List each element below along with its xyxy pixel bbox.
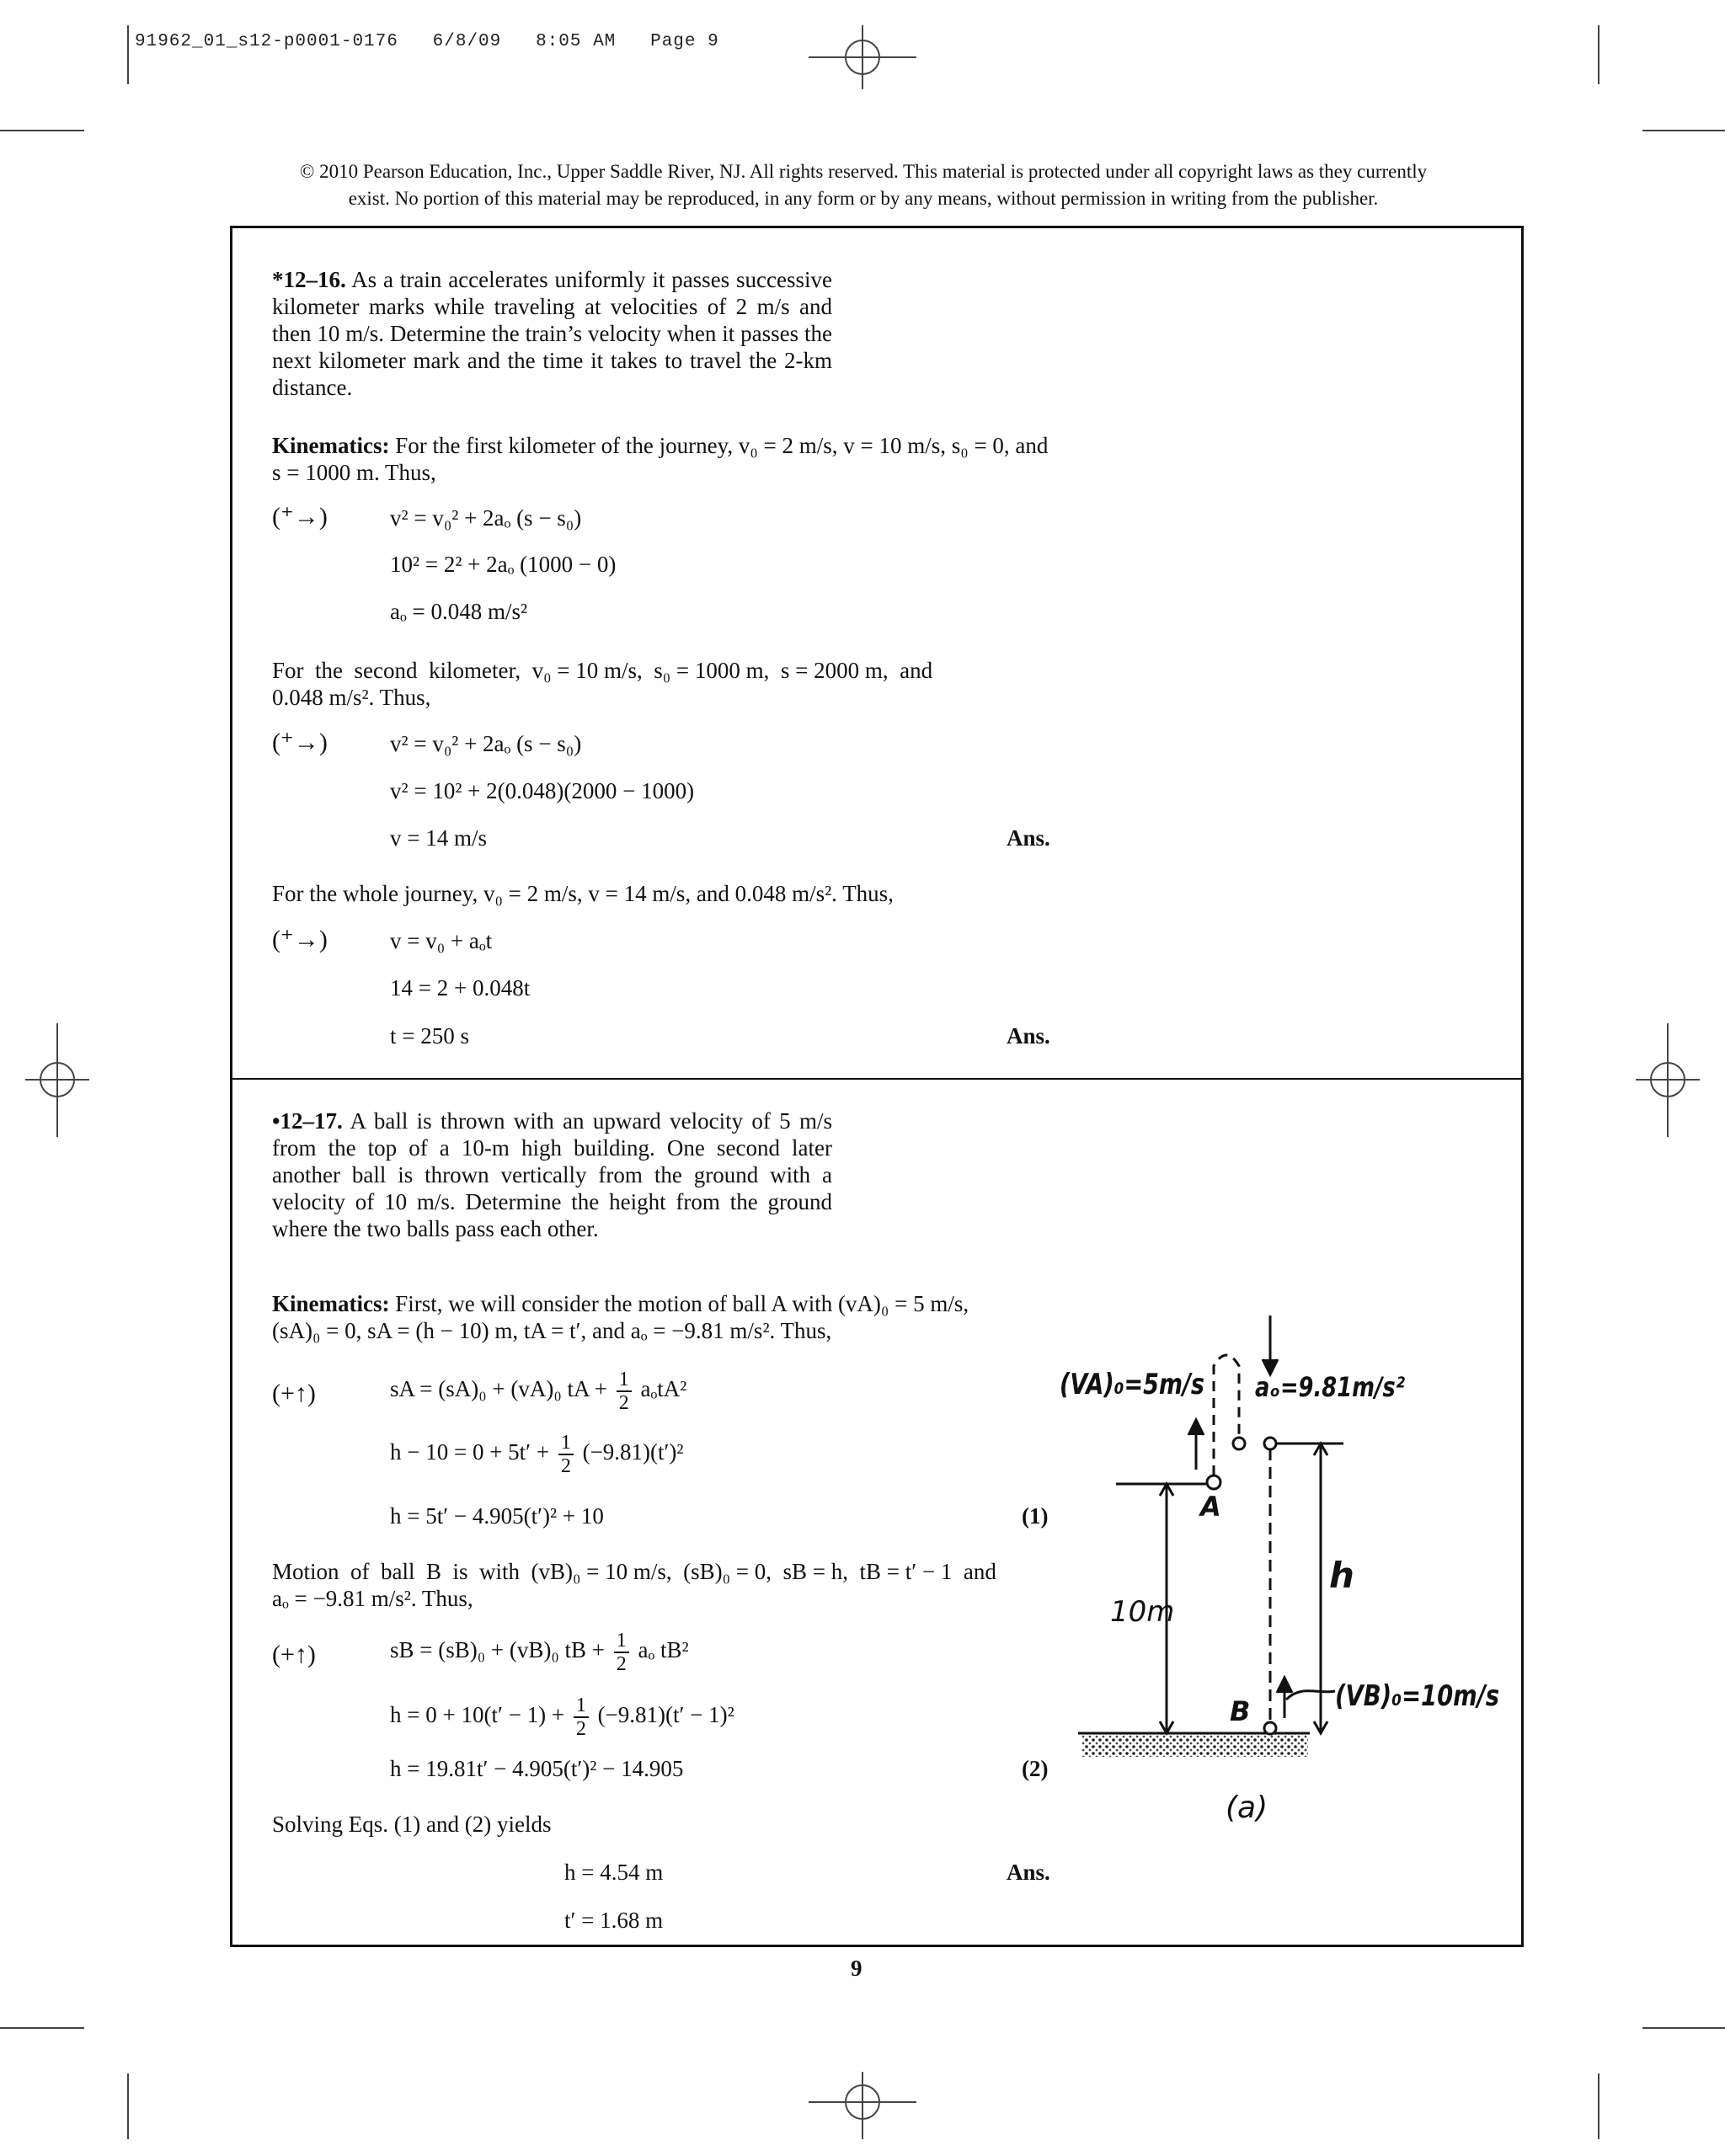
- equation-lhs: h = 0 + 10(t′ − 1) +: [390, 1702, 565, 1728]
- problem-number: •12–17.: [272, 1108, 343, 1134]
- kinematics-label: Kinematics:: [272, 1291, 390, 1316]
- label-va0: (VA)₀=5m/s: [1060, 1368, 1204, 1401]
- equation: v = v₀ + aₒt: [390, 928, 493, 953]
- problem-text: As a train accelerates uniformly it passes successive kilometer marks while traveling at velocities of 2 m/s and then 10 m/s. Determine the train’s velocity when it passes the next kilometer mark and the time it takes to travel the 2-km distance.: [272, 267, 833, 400]
- figure-caption: (a): [1226, 1790, 1268, 1825]
- sign-convention: (+↑): [272, 1380, 316, 1407]
- equation: v² = v₀² + 2aₒ (s − s₀): [390, 731, 582, 756]
- sign-convention: (⁺→): [272, 728, 328, 756]
- equation-lhs: sB = (sB)₀ + (vB)₀ tB +: [390, 1637, 606, 1663]
- fraction-numerator: 1: [614, 1630, 629, 1653]
- equation: v = 14 m/s: [390, 825, 487, 851]
- kinematics-text: First, we will consider the motion of ball A with (vA)₀ = 5 m/s,: [395, 1291, 969, 1316]
- ball-b: [1264, 1722, 1276, 1734]
- ground-soil: [1082, 1733, 1308, 1757]
- equation: t = 250 s: [390, 1023, 469, 1049]
- page-number: 9: [851, 1956, 862, 1981]
- fraction-denominator: 2: [560, 1455, 571, 1477]
- equation-tag: (2): [1022, 1756, 1049, 1781]
- equation-lhs: sA = (sA)₀ + (vA)₀ tA +: [390, 1376, 608, 1402]
- fraction-numerator: 1: [558, 1432, 574, 1455]
- label-h: h: [1329, 1555, 1354, 1596]
- motion-b-line-1: Motion of ball B is with (vB)₀ = 10 m/s, (sB)₀ = 0, sB = h, tB = t′ − 1 and: [272, 1559, 996, 1584]
- equation: aₒ = 0.048 m/s²: [390, 599, 528, 624]
- equation: v² = 10² + 2(0.048)(2000 − 1000): [390, 778, 695, 803]
- velocity-arrowhead: [1188, 1420, 1204, 1435]
- fraction-numerator: 1: [574, 1694, 589, 1718]
- ball-b-meet: [1264, 1438, 1276, 1449]
- problem-number: *12–16.: [272, 267, 346, 292]
- velocity-arrowhead: [1277, 1678, 1292, 1693]
- fraction-denominator: 2: [618, 1392, 629, 1414]
- equation-tag: (1): [1022, 1503, 1049, 1529]
- second-km-line-1: For the second kilometer, v₀ = 10 m/s, s₀ = 1000 m, s = 2000 m, and: [272, 658, 933, 683]
- ball-a-apex: [1233, 1438, 1245, 1449]
- label-vb0: (VB)₀=10m/s: [1335, 1679, 1499, 1713]
- sign-convention: (⁺→): [272, 503, 328, 531]
- equation: h = 5t′ − 4.905(t′)² + 10: [390, 1503, 604, 1529]
- label-b: B: [1230, 1695, 1251, 1727]
- equation-rhs: aₒtA²: [640, 1376, 687, 1402]
- result: h = 4.54 m: [564, 1860, 664, 1885]
- copyright-line-1: © 2010 Pearson Education, Inc., Upper Saddle River, NJ. All rights reserved. This material is protected under all copyright laws as they currently: [299, 161, 1428, 182]
- sign-convention: (+↑): [272, 1641, 316, 1668]
- copyright-line-2: exist. No portion of this material may be reproduced, in any form or by any means, without permission in writing from the publisher.: [348, 188, 1379, 209]
- answer-label: Ans.: [1007, 1023, 1050, 1049]
- ball-a: [1207, 1476, 1220, 1489]
- equation: 14 = 2 + 0.048t: [390, 975, 531, 1001]
- label-ac: aₒ=9.81m/s²: [1255, 1371, 1405, 1403]
- kinematics-line-2: (sA)₀ = 0, sA = (h − 10) m, tA = t′, and aₒ = −9.81 m/s². Thus,: [272, 1318, 832, 1343]
- equation-rhs: (−9.81)(t′)²: [582, 1439, 684, 1465]
- kinematics-label: Kinematics:: [272, 433, 390, 458]
- fraction-numerator: 1: [617, 1369, 632, 1392]
- whole-journey-line: For the whole journey, v₀ = 2 m/s, v = 14 m/s, and 0.048 m/s². Thus,: [272, 881, 894, 906]
- equation: h = 19.81t′ − 4.905(t′)² − 14.905: [390, 1756, 684, 1781]
- label-10m: 10m: [1110, 1595, 1175, 1629]
- kinematics-text: For the first kilometer of the journey, v₀ = 2 m/s, v = 10 m/s, s₀ = 0, and s = 1000 m. Thus,: [272, 433, 1049, 485]
- leader-line: [1286, 1691, 1335, 1700]
- answer-label: Ans.: [1007, 825, 1050, 851]
- equation-lhs: h − 10 = 0 + 5t′ +: [390, 1439, 550, 1465]
- equation: 10² = 2² + 2aₒ (1000 − 0): [390, 552, 617, 577]
- file-slug: 91962_01_s12-p0001-0176 6/8/09 8:05 AM Page 9: [135, 32, 719, 51]
- label-a: A: [1200, 1491, 1221, 1523]
- answer-label: Ans.: [1007, 1860, 1050, 1885]
- motion-b-line-2: aₒ = −9.81 m/s². Thus,: [272, 1586, 473, 1611]
- second-km-line-2: 0.048 m/s². Thus,: [272, 685, 431, 710]
- equation-rhs: aₒ tB²: [638, 1637, 689, 1663]
- solving-line: Solving Eqs. (1) and (2) yields: [272, 1812, 552, 1837]
- problem-text: A ball is thrown with an upward velocity of 5 m/s from the top of a 10-m high building. One second later another ball is thrown vertically from the ground with a velocity of 10 m/s. Determine the height from the ground where the two balls pass each other.: [272, 1108, 832, 1241]
- ball-a-path: [1214, 1355, 1239, 1476]
- fraction-denominator: 2: [575, 1718, 586, 1740]
- equation-rhs: (−9.81)(t′ − 1)²: [597, 1702, 734, 1728]
- equation: v² = v₀² + 2aₒ (s − s₀): [390, 505, 582, 531]
- fraction-denominator: 2: [616, 1653, 627, 1675]
- result: t′ = 1.68 m: [564, 1908, 664, 1933]
- sign-convention: (⁺→): [272, 926, 328, 953]
